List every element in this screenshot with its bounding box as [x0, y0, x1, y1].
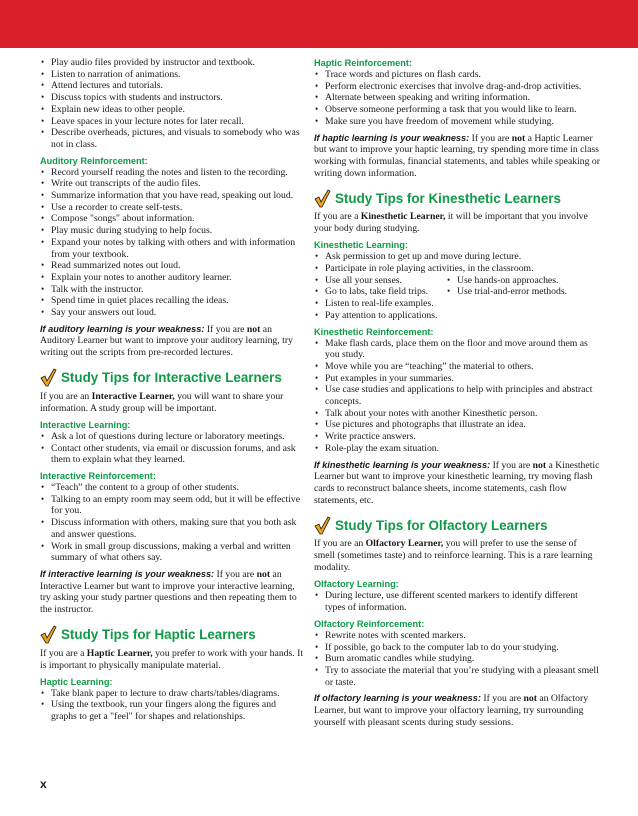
left-column [40, 57, 304, 723]
list-item: • Rewrite notes with scented markers. [314, 630, 600, 642]
subheading-kinesthetic-reinforcement: Kinesthetic Reinforcement: [314, 326, 434, 337]
section-title: Study Tips for Interactive Learners [61, 370, 282, 386]
checkmark-icon [314, 189, 331, 208]
interactive-reinforcement-list [40, 482, 304, 564]
list-item: • Make flash cards, place them on the floor and move around them as you study. [314, 338, 600, 361]
weakness-not: not [246, 323, 261, 335]
weakness-text: If you are [469, 132, 512, 144]
list-item: • Work in small group discussions, making a verbal and written summary of what others say. [40, 541, 304, 564]
list-item: • Talk about your notes with another Kinesthetic person. [314, 408, 600, 420]
olfactory-weakness-paragraph [314, 693, 600, 728]
list-item: • Discuss information with others, making sure that you both ask and answer questions. [40, 517, 304, 540]
heading-olfactory [314, 514, 600, 536]
subheading-auditory-reinforcement: Auditory Reinforcement: [40, 155, 148, 166]
olfactory-intro [314, 538, 600, 574]
list-item: • Explain your notes to another auditory learner. [40, 272, 304, 284]
checkmark-icon [314, 516, 331, 535]
list-item: • Spend time in quiet places recalling the ideas. [40, 295, 304, 307]
list-item: • Ask a lot of questions during lecture or laboratory meetings. [40, 431, 304, 443]
list-item: • Write practice answers. [314, 431, 600, 443]
subheading-olfactory-learning: Olfactory Learning: [314, 579, 399, 590]
kinesthetic-learning-list-bottom [314, 298, 600, 321]
weakness-not: not [256, 568, 271, 580]
checkmark-icon [40, 368, 57, 387]
list-item: • Listen to real-life examples. [314, 298, 600, 310]
kinesthetic-weakness-paragraph [314, 460, 600, 507]
page-number: x [40, 777, 47, 791]
right-column [314, 57, 600, 728]
list-item: • Summarize information that you have read, speaking out loud. [40, 190, 304, 202]
subheading-interactive-reinforcement: Interactive Reinforcement: [40, 470, 156, 481]
intro-text: If you are a [40, 647, 87, 659]
intro-bold: Kinesthetic Learner, [360, 211, 446, 223]
kinesthetic-learning-list [314, 251, 600, 274]
haptic-weakness-paragraph [314, 133, 600, 180]
intro-text: you prefer to work with your hands. It is important to physically manipulate material. [40, 647, 304, 671]
subheading-haptic-learning: Haptic Learning: [40, 676, 113, 687]
weakness-text: a Haptic Learner but want to improve your haptic learning, try spending more time in class working with formulas, financial statements, and tables while speaking or writing down information. [314, 132, 600, 179]
list-item: • During lecture, use different scented markers to identify different types of information. [314, 590, 600, 613]
interactive-weakness-paragraph [40, 569, 304, 616]
kinesthetic-learning-pairs [314, 275, 600, 298]
list-item: • Write out transcripts of the audio files. [40, 178, 304, 190]
list-item: • Burn aromatic candles while studying. [314, 653, 600, 665]
intro-text: you will prefer to use the sense of smell (sometimes taste) and to reinforce learning. This is a rare learning modality. [314, 538, 593, 574]
kinesthetic-reinforcement-list [314, 338, 600, 455]
list-item: • Use case studies and applications to help with principles and abstract concepts. [314, 384, 600, 407]
section-title: Study Tips for Haptic Learners [61, 627, 256, 643]
list-item: • Read summarized notes out loud. [40, 260, 304, 272]
list-item: • Ask permission to get up and move during lecture. [314, 251, 600, 263]
list-item: • Alternate between speaking and writing information. [314, 92, 600, 104]
list-item: • Go to labs, take field trips. [314, 286, 446, 298]
list-item: • Talk with the instructor. [40, 284, 304, 296]
weakness-lead: If auditory learning is your weakness: [40, 323, 205, 334]
olfactory-learning-list [314, 590, 600, 613]
kinesthetic-intro [314, 211, 600, 235]
list-item: • Using the textbook, run your fingers along the figures and graphs to get a "feel" for shapes and relationships. [40, 699, 304, 722]
weakness-text: an Interactive Learner but want to improve your interactive learning, try asking your study partner questions and then repeating them to the instructor. [40, 568, 297, 616]
weakness-lead: If kinesthetic learning is your weakness: [314, 459, 491, 470]
weakness-lead: If haptic learning is your weakness: [314, 132, 470, 143]
list-item: • Attend lectures and tutorials. [40, 80, 304, 92]
list-item: • Try to associate the material that you’re studying with a pleasant smell or taste. [314, 665, 600, 688]
olfactory-reinforcement-list [314, 630, 600, 689]
list-item: • Observe someone performing a task that you would like to learn. [314, 104, 600, 116]
list-item: • Leave spaces in your lecture notes for later recall. [40, 116, 304, 128]
list-item: • Take blank paper to lecture to draw charts/tables/diagrams. [40, 688, 304, 700]
list-item: • Role-play the exam situation. [314, 443, 600, 455]
list-item: • Play audio files provided by instructor and textbook. [40, 57, 304, 69]
intro-bold: Haptic Learner, [86, 647, 153, 659]
weakness-lead: If olfactory learning is your weakness: [314, 693, 481, 704]
weakness-text: an Auditory Learner but want to improve your auditory learning, try writing out the scripts from pre-recorded lectures. [40, 323, 293, 359]
list-item: • Use all your senses. [314, 275, 446, 287]
list-item: • Contact other students, via email or discussion forums, and ask them to explain what they learned. [40, 443, 304, 466]
intro-bold: Interactive Learner, [91, 390, 175, 402]
weakness-not: not [532, 459, 547, 471]
haptic-intro [40, 648, 304, 672]
list-item: • Expand your notes by talking with others and with information from your textbook. [40, 237, 304, 260]
list-item: • Use hands-on approaches. [446, 275, 600, 287]
intro-bold: Olfactory Learner, [365, 538, 444, 550]
weakness-text: If you are [490, 459, 533, 471]
section-title: Study Tips for Kinesthetic Learners [335, 190, 561, 206]
haptic-reinforcement-list [314, 69, 600, 128]
list-item: • Discuss topics with students and instructors. [40, 92, 304, 104]
list-item: • Play music during studying to help focus. [40, 225, 304, 237]
list-item: • Perform electronic exercises that involve drag-and-drop activities. [314, 81, 600, 93]
list-item: • Say your answers out loud. [40, 307, 304, 319]
weakness-text: an Olfactory Learner, but want to improve your olfactory learning, try surrounding yourself with pleasant scents during study sessions. [314, 693, 589, 728]
list-item: • Explain new ideas to other people. [40, 104, 304, 116]
subheading-olfactory-reinforcement: Olfactory Reinforcement: [314, 618, 425, 629]
list-item: • Make sure you have freedom of movement while studying. [314, 116, 600, 128]
list-item: • Describe overheads, pictures, and visuals to somebody who was not in class. [40, 127, 304, 150]
weakness-lead: If interactive learning is your weakness: [40, 568, 215, 579]
visual-list [40, 57, 304, 151]
subheading-interactive-learning: Interactive Learning: [40, 419, 131, 430]
auditory-weakness-paragraph [40, 324, 304, 359]
list-item: • Use trial-and-error methods. [446, 286, 600, 298]
list-item: • Trace words and pictures on flash cards. [314, 69, 600, 81]
weakness-not: not [523, 693, 537, 705]
header-bar [0, 0, 638, 48]
list-item: • Put examples in your summaries. [314, 373, 600, 385]
list-item: • Compose "songs" about information. [40, 213, 304, 225]
weakness-text: a Kinesthetic Learner but want to improve your kinesthetic learning, try moving flash cards to reconstruct balance sheets, income statements, cash flow statements, etc. [314, 459, 600, 506]
weakness-text: If you are [480, 693, 524, 705]
list-item: • “Teach” the content to a group of other students. [40, 482, 304, 494]
list-item: • If possible, go back to the computer lab to do your studying. [314, 642, 600, 654]
list-item: • Use a recorder to create self-tests. [40, 202, 304, 214]
intro-text: you will want to share your information. A study group will be important. [40, 390, 284, 414]
auditory-reinforcement-list [40, 167, 304, 319]
checkmark-icon [40, 625, 57, 644]
list-item: • Use pictures and photographs that illustrate an idea. [314, 419, 600, 431]
list-item: • Listen to narration of animations. [40, 69, 304, 81]
heading-haptic [40, 624, 304, 646]
interactive-intro [40, 391, 304, 415]
intro-text: If you are a [314, 211, 361, 223]
subheading-kinesthetic-learning: Kinesthetic Learning: [314, 240, 408, 251]
list-item: • Talking to an empty room may seem odd, but it will be effective for you. [40, 494, 304, 517]
weakness-not: not [511, 132, 526, 144]
heading-kinesthetic [314, 187, 600, 209]
list-item: • Pay attention to applications. [314, 310, 600, 322]
intro-text: If you are an [314, 538, 366, 550]
intro-text: If you are an [40, 390, 92, 402]
weakness-text: If you are [214, 568, 257, 580]
list-item: • Move while you are “teaching” the material to others. [314, 361, 600, 373]
heading-interactive [40, 367, 304, 389]
intro-text: it will be important that you involve your body during studying. [314, 211, 588, 235]
section-title: Study Tips for Olfactory Learners [335, 517, 548, 533]
subheading-haptic-reinforcement: Haptic Reinforcement: [314, 58, 413, 68]
interactive-learning-list [40, 431, 304, 466]
list-item: • Participate in role playing activities, in the classroom. [314, 263, 600, 275]
list-item: • Record yourself reading the notes and listen to the recording. [40, 167, 304, 179]
weakness-text: If you are [204, 323, 247, 335]
haptic-learning-list [40, 688, 304, 723]
